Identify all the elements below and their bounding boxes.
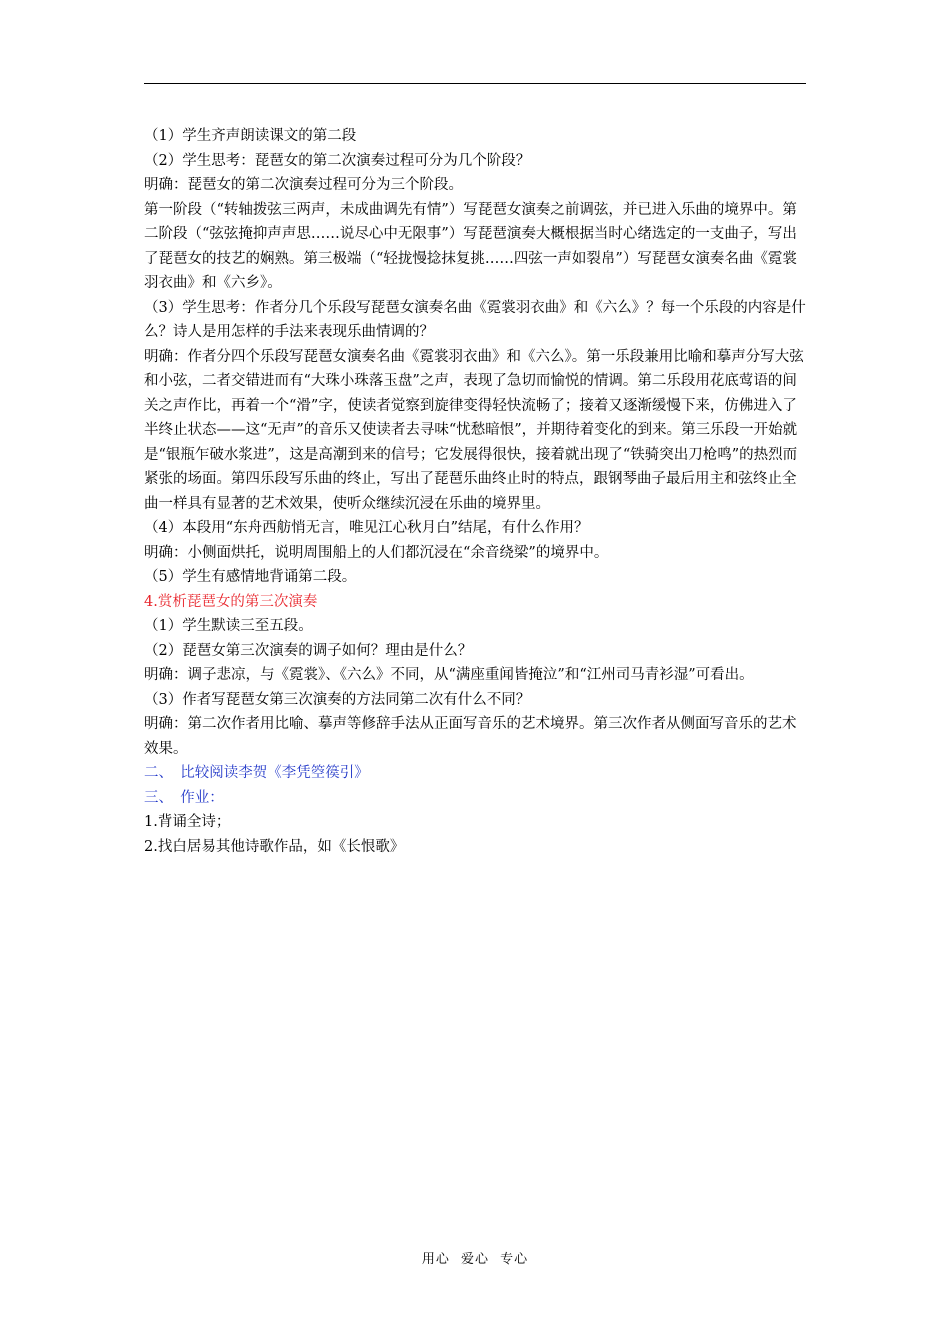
paragraph-question-method: （3）作者写琵琶女第三次演奏的方法同第二次有什么不同？ [144, 691, 531, 708]
paragraph-question-tone: （2）琵琶女第三次演奏的调子如何？理由是什么？ [144, 642, 473, 659]
homework-item-1: 1.背诵全诗； [144, 814, 231, 830]
paragraph-silent-read: （1）学生默读三至五段。 [144, 618, 313, 634]
paragraph-recite: （5）学生有感情地背诵第二段。 [144, 569, 357, 585]
header-rule [144, 83, 806, 84]
paragraph-answer-method: 明确：第二次作者用比喻、摹声等修辞手法从正面写音乐的艺术境界。第三次作者从侧面写音乐的艺术效果。 [144, 716, 797, 757]
section-heading-third-performance: 4.赏析琵琶女的第三次演奏 [144, 593, 318, 610]
paragraph-answer-tone: 明确：调子悲凉，与《霓裳》、《六么》不同，从“满座重闻皆掩泣”和“江州司马青衫湿”可看出。 [144, 667, 754, 683]
paragraph-read-aloud: （1）学生齐声朗读课文的第二段 [144, 128, 357, 144]
page-footer: 用心 爱心 专心 [421, 1252, 529, 1267]
section-heading-comparative-reading: 二、 比较阅读李贺《李凭箜篌引》 [144, 765, 369, 781]
homework-item-2: 2.找白居易其他诗歌作品，如《长恨歌》 [144, 838, 405, 855]
paragraph-answer-movements: 明确：作者分四个乐段写琵琶女演奏名曲《霓裳羽衣曲》和《六么》。第一乐段兼用比喻和摹声分写大弦和小弦，二者交错进而有“大珠小珠落玉盘”之声，表现了急切而愉悦的情调。第二乐段用花底莺语的间关之声作比，再着一个“滑”字，使读者觉察到旋律变得轻快流畅了；接着又逐渐缓慢下来，仿佛进入了半终止状态——这“无声”的音乐又使读者去寻味“忧愁暗恨”，并期待着变化的到来。第三乐段一开始就是“银瓶乍破水浆进”，这是高潮到来的信号；它发展得很快，接着就出现了“铁骑突出刀枪鸣”的热烈而紧张的场面。第四乐段写乐曲的终止，写出了琵琶乐曲终止时的特点，跟钢琴曲子最后用主和弦终止全曲一样具有显著的艺术效果，使听众继续沉浸在乐曲的境界里。 [144, 348, 804, 512]
paragraph-question-movements: （3）学生思考：作者分几个乐段写琵琶女演奏名曲《霓裳羽衣曲》和《六么》？每一个乐段的内容是什么？诗人是用怎样的手法来表现乐曲情调的？ [144, 299, 806, 340]
paragraph-answer-ending: 明确：小侧面烘托，说明周围船上的人们都沉浸在“余音绕梁”的境界中。 [144, 544, 609, 561]
paragraph-answer-stages: 明确：琵琶女的第二次演奏过程可分为三个阶段。 [144, 177, 463, 193]
document-body [144, 124, 808, 859]
paragraph-question-ending: （4）本段用“东舟西舫悄无言，唯见江心秋月白”结尾，有什么作用？ [144, 520, 589, 536]
section-heading-homework: 三、 作业： [144, 789, 224, 806]
paragraph-stage-details: 第一阶段（“转轴拨弦三两声，未成曲调先有情”）写琵琶女演奏之前调弦，并已进入乐曲的境界中。第二阶段（“弦弦掩抑声声思……说尽心中无限事”）写琵琶演奏大概根据当时心绪选定的一支曲子，写出了琵琶女的技艺的娴熟。第三极端（“轻拢慢捻抹复挑……四弦一声如裂帛”）写琵琶女演奏名曲《霓裳羽衣曲》和《六乡》。 [144, 201, 797, 291]
paragraph-question-stages: （2）学生思考：琵琶女的第二次演奏过程可分为几个阶段？ [144, 152, 531, 169]
